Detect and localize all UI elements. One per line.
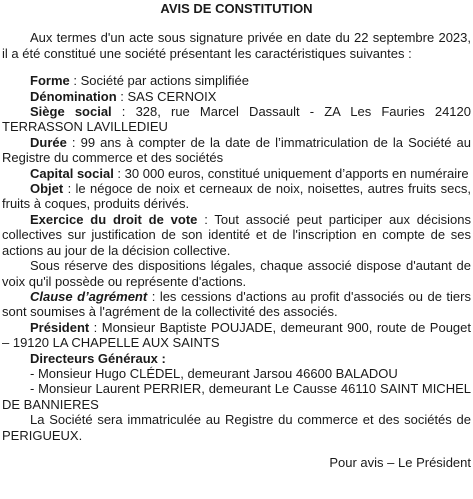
vote-separator: : bbox=[197, 211, 215, 227]
objet-label: Objet bbox=[30, 181, 64, 197]
signature-line: Pour avis – Le Président bbox=[329, 454, 471, 470]
vote-label: Exercice du droit de vote bbox=[30, 211, 198, 227]
spacer bbox=[2, 443, 471, 455]
forme-label: Forme bbox=[30, 73, 70, 89]
vote-value: Tout associé peut participer aux décisions collectives sur justification de son identité et de l'inscription en compte de ses actions au jour de la décision collective. bbox=[2, 211, 471, 258]
siege-value: 328, rue Marcel Dassault - ZA Les Fauries 24120 TERRASSON LAVILLEDIEU bbox=[2, 104, 471, 135]
duree-line bbox=[2, 135, 471, 166]
immatriculation-line: La Société sera immatriculée au Registre du commerce et des sociétés de PERIGUEUX. bbox=[2, 412, 471, 443]
denomination-label: Dénomination bbox=[30, 88, 117, 104]
vote-reserve-line: Sous réserve des dispositions légales, chaque associé dispose d'autant de voix qu'il possède ou représente d'actions. bbox=[2, 258, 471, 289]
denomination-line bbox=[2, 89, 471, 104]
president-line bbox=[2, 320, 471, 351]
agrement-separator: : bbox=[147, 288, 160, 304]
president-label: Président bbox=[30, 319, 90, 335]
directeurs-heading bbox=[2, 351, 471, 366]
objet-value: le négoce de noix et cerneaux de noix, noisettes, autres fruits secs, fruits à coques, produits dérivés. bbox=[2, 181, 471, 212]
vote-line bbox=[2, 212, 471, 258]
agrement-line bbox=[2, 289, 471, 320]
directeurs-label: Directeurs Généraux : bbox=[30, 350, 166, 366]
objet-separator: : bbox=[63, 181, 76, 197]
directeur-item: - Monsieur Laurent PERRIER, demeurant Le Causse 46110 SAINT MICHEL DE BANNIERES bbox=[2, 381, 471, 412]
duree-value: 99 ans à compter de la date de l’immatriculation de la Société au Registre du commerce et des sociétés bbox=[2, 134, 471, 166]
forme-separator: : bbox=[69, 73, 81, 89]
siege-label: Siège social bbox=[30, 104, 112, 120]
spacer bbox=[2, 61, 471, 73]
president-separator: : bbox=[89, 319, 102, 335]
capital-label: Capital social bbox=[30, 165, 114, 181]
duree-label: Durée bbox=[30, 134, 67, 150]
agrement-label: Clause d’agrément bbox=[30, 288, 148, 304]
denomination-separator: : bbox=[116, 88, 128, 104]
duree-separator: : bbox=[66, 134, 81, 150]
forme-line bbox=[2, 73, 471, 88]
objet-line bbox=[2, 181, 471, 212]
notice-title: AVIS DE CONSTITUTION bbox=[160, 1, 313, 16]
capital-line bbox=[2, 166, 471, 181]
president-value: Monsieur Baptiste POUJADE, demeurant 900, route de Pouget – 19120 LA CHAPELLE AUX SAINTS bbox=[2, 319, 472, 351]
capital-value: 30 000 euros, constitué uniquement d’apports en numéraire bbox=[124, 165, 469, 181]
capital-separator: : bbox=[113, 165, 125, 181]
agrement-value: les cessions d'actions au profit d'associés ou de tiers sont soumises à l'agrément de la collectivité des associés. bbox=[2, 288, 471, 320]
directeur-item: - Monsieur Hugo CLÉDEL, demeurant Jarsou 46600 BALADOU bbox=[30, 365, 398, 381]
denomination-value: SAS CERNOIX bbox=[127, 88, 217, 104]
forme-value: Société par actions simplifiée bbox=[80, 73, 249, 89]
siege-line bbox=[2, 104, 471, 135]
siege-separator: : bbox=[111, 104, 136, 120]
intro-paragraph: Aux termes d'un acte sous signature privée en date du 22 septembre 2023, il a été constitué une société présentant les caractéristiques suivantes : bbox=[2, 30, 471, 61]
